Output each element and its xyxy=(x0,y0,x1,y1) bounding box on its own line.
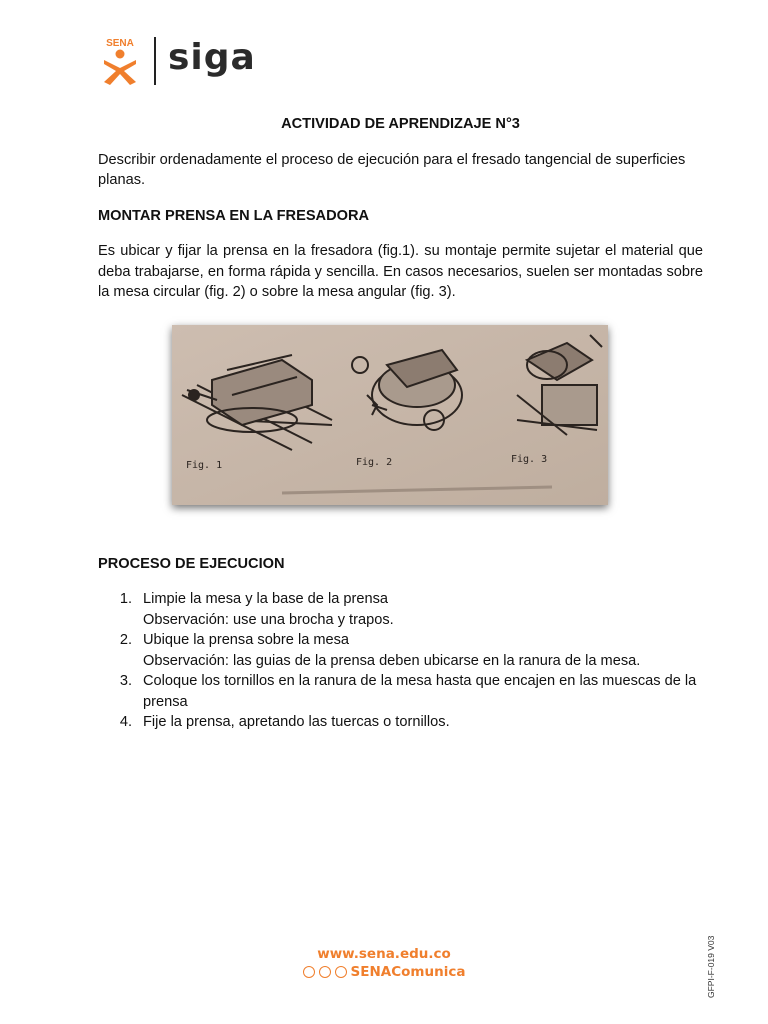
montar-paragraph: Es ubicar y fijar la prensa en la fresadora (fig.1). su montaje permite sujetar el material que deba trabajarse, en forma rápida y sencilla. En casos necesarios, suelen ser montadas sobre la mesa circular (fig. 2) o sobre la mesa angular (fig. 3). xyxy=(98,243,703,300)
footer-social xyxy=(0,964,768,980)
twitter-icon[interactable] xyxy=(319,966,331,978)
header xyxy=(96,36,256,86)
instagram-icon[interactable] xyxy=(335,966,347,978)
list-item xyxy=(98,589,703,630)
siga-logo: siga xyxy=(168,37,256,78)
footer-website-link[interactable]: www.sena.edu.co xyxy=(317,946,451,962)
section-heading-proceso: PROCESO DE EJECUCION xyxy=(98,556,285,572)
step-number: 1. xyxy=(119,591,132,607)
step-text: Coloque los tornillos en la ranura de la mesa hasta que encajen en las muescas de la prensa xyxy=(143,673,697,710)
fig3-label: Fig. 3 xyxy=(511,454,548,465)
sena-logo-text: SENA xyxy=(106,38,134,49)
list-item xyxy=(98,671,703,712)
footer-social-handle[interactable]: SENAComunica xyxy=(350,964,466,980)
step-text: Limpie la mesa y la base de la prensa xyxy=(143,591,388,607)
sena-logo-icon xyxy=(96,36,144,86)
step-text: Ubique la prensa sobre la mesa xyxy=(143,632,350,648)
step-observation: Observación: use una brocha y trapos. xyxy=(143,611,394,628)
step-number: 2. xyxy=(119,632,132,648)
list-item xyxy=(98,712,703,733)
section-heading-montar: MONTAR PRENSA EN LA FRESADORA xyxy=(98,207,370,224)
intro-paragraph: Describir ordenadamente el proceso de ejecución para el fresado tangencial de superficies planas. xyxy=(98,151,686,188)
step-number: 3. xyxy=(119,673,132,689)
steps-list xyxy=(98,589,703,733)
step-text: Fije la prensa, apretando las tuercas o tornillos. xyxy=(143,714,450,730)
logo-divider xyxy=(154,37,156,85)
list-item xyxy=(98,630,703,671)
vise-illustration xyxy=(172,325,608,505)
page-title: ACTIVIDAD DE APRENDIZAJE N°3 xyxy=(281,116,520,132)
document-code: GFPI-F-019 V03 xyxy=(706,935,716,998)
facebook-icon[interactable] xyxy=(303,966,315,978)
step-number: 4. xyxy=(119,714,132,730)
fig2-label: Fig. 2 xyxy=(356,457,393,468)
step-observation: Observación: las guias de la prensa deben ubicarse en la ranura de la mesa. xyxy=(143,652,641,669)
footer xyxy=(0,946,768,980)
document-body xyxy=(98,114,703,303)
fig1-label: Fig. 1 xyxy=(186,460,223,471)
